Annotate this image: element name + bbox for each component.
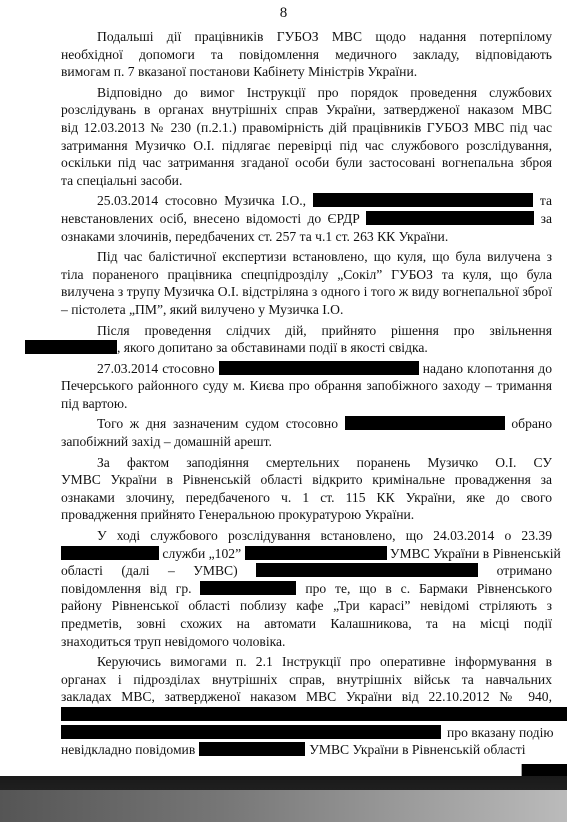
- text-line: За фактом заподіяння смертельних поранень Музичко О.І. СУ: [97, 454, 552, 470]
- text-fragment: надано клопотання до: [422, 360, 553, 376]
- paragraph-3: [25, 192, 552, 245]
- text-line: запобіжний захід – домашній арешт.: [61, 434, 272, 450]
- text-fragment: за: [540, 210, 552, 226]
- paragraph-2: [25, 84, 552, 190]
- text-line: [25, 339, 552, 357]
- text-fragment: невстановлених осіб, внесено відомості до ЄРДР: [61, 210, 360, 226]
- paragraph-5: [25, 322, 552, 357]
- paragraph-1: [25, 28, 552, 81]
- text-line: Під час балістичної експертизи встановлено, що куля, що була вилучена з: [97, 249, 552, 265]
- text-line: Печерського районного суду м. Києва про обрання запобіжного заходу – тримання: [61, 378, 552, 394]
- text-fragment: 25.03.2014 стосовно Музичка І.О.,: [97, 193, 307, 209]
- text-line: розслідувань в органах внутрішніх справ України, затвердженої наказом МВС: [61, 102, 552, 118]
- paragraph-8: [25, 454, 552, 524]
- text-fragment: Того ж дня зазначеним судом стосовно: [97, 416, 338, 432]
- text-line: знаходиться труп невідомого чоловіка.: [61, 633, 286, 649]
- redaction-block: [313, 193, 533, 207]
- text-line: ознаками злочинів, передбачених ст. 257 та ч.1 ст. 263 КК України.: [61, 228, 449, 244]
- text-line: тіла пораненого працівника спецпідрозділу „Сокіл” ГУБОЗ та куля, що була: [61, 266, 552, 282]
- paragraph-10: [25, 653, 552, 759]
- text-line: – пістолета „ПМ”, який вилучено у Музичка І.О.: [61, 301, 344, 317]
- text-line: УМВС України в Рівненській області відкрито кримінальне провадження за: [61, 472, 552, 488]
- text-fragment: невідкладно повідомив: [61, 742, 196, 758]
- text-line: необхідної допомоги та повідомлення медичного закладу, відповідають: [61, 46, 552, 62]
- text-line: Відповідно до вимог Інструкції про порядок проведення службових: [97, 84, 552, 100]
- paragraph-4: [25, 248, 552, 318]
- text-line: закладах МВС, затвердженої наказом МВС України від 22.10.2012 № 940,: [61, 689, 552, 705]
- text-line: району Рівненської області поблизу кафе „Три карасі” невідомі стріляють з: [61, 598, 552, 614]
- text-line: оскільки під час затримання згаданої особи були застосовані вогнепальна зброя: [61, 155, 552, 171]
- text-line: Після проведення слідчих дій, прийнято рішення про звільнення: [97, 322, 552, 338]
- text-line: та спеціальні засоби.: [61, 172, 183, 188]
- redaction-block: [199, 742, 305, 756]
- text-fragment: області (далі – УМВС): [61, 563, 238, 579]
- redaction-block: [200, 581, 296, 595]
- text-line: Керуючись вимогами п. 2.1 Інструкції про оперативне інформування в: [97, 654, 552, 670]
- text-line: провадження прийнято Генеральною прокуратурою України.: [61, 507, 415, 523]
- text-line: [25, 706, 552, 724]
- document-body: [25, 28, 561, 762]
- text-fragment: про те, що в с. Бармаки Рівненського: [305, 580, 553, 596]
- scan-artifact: [0, 790, 567, 822]
- text-fragment: та: [539, 193, 552, 209]
- text-fragment: УМВС України в Рівненській області: [309, 742, 526, 758]
- redaction-block: [366, 211, 534, 225]
- paragraph-9: [25, 527, 561, 650]
- text-line: [25, 580, 552, 598]
- text-fragment: обрано: [511, 416, 552, 432]
- text-line: вимогам п. 7 вказаної постанови Кабінету Міністрів України.: [61, 64, 418, 80]
- text-fragment: , якого допитано за обставинами події в якості свідка.: [117, 340, 428, 356]
- text-fragment: про вказану подію: [447, 724, 554, 740]
- text-line: [25, 415, 552, 433]
- text-line: ознаками злочину, передбаченого ч. 1 ст. 115 КК України, яке до свого: [61, 489, 552, 505]
- redaction-block: [61, 725, 441, 739]
- redaction-block: [345, 416, 505, 430]
- paragraph-6: [25, 360, 552, 413]
- redaction-block: [0, 764, 567, 776]
- text-line: [25, 360, 552, 378]
- text-line: від 12.03.2013 № 230 (п.2.1.) правомірність дій працівників ГУБОЗ МВС під час: [61, 119, 552, 135]
- text-line: під вартою.: [61, 395, 128, 411]
- page-number: 8: [279, 5, 288, 21]
- text-fragment: 27.03.2014 стосовно: [97, 360, 215, 376]
- text-line: органах і підрозділах внутрішніх справ, внутрішніх військ та навчальних: [61, 671, 552, 687]
- text-fragment: повідомлення від гр.: [61, 580, 192, 596]
- paragraph-7: [25, 415, 552, 450]
- text-line: [25, 562, 552, 580]
- redaction-block: [61, 707, 567, 721]
- redaction-block: [219, 361, 419, 375]
- text-line: У ході службового розслідування встановлено, що 24.03.2014 о 23.39: [97, 528, 552, 544]
- text-line: Подальші дії працівників ГУБОЗ МВС щодо надання потерпілому: [97, 29, 552, 44]
- redaction-block: [25, 340, 117, 354]
- text-line: [25, 192, 552, 210]
- text-line: предметів, зовні схожих на автомати Калашникова, та на місці події: [61, 616, 552, 631]
- text-fragment: отримано: [496, 563, 553, 579]
- text-line: [25, 545, 561, 563]
- text-line: [25, 724, 552, 742]
- text-line: [25, 210, 552, 228]
- redaction-block: [256, 563, 478, 577]
- text-fragment: УМВС України в Рівненській: [389, 545, 561, 561]
- redaction-block: [61, 546, 159, 560]
- text-fragment: служби „102”: [162, 545, 242, 561]
- text-line: [25, 741, 552, 759]
- text-line: затримання Музичко О.І. підлягає перевірці під час службового розслідування,: [61, 137, 552, 153]
- text-line: вилучена з трупу Музичка О.І. відстріляна з одного і того ж виду вогнепальної зброї: [61, 284, 552, 300]
- redaction-block: [245, 546, 387, 560]
